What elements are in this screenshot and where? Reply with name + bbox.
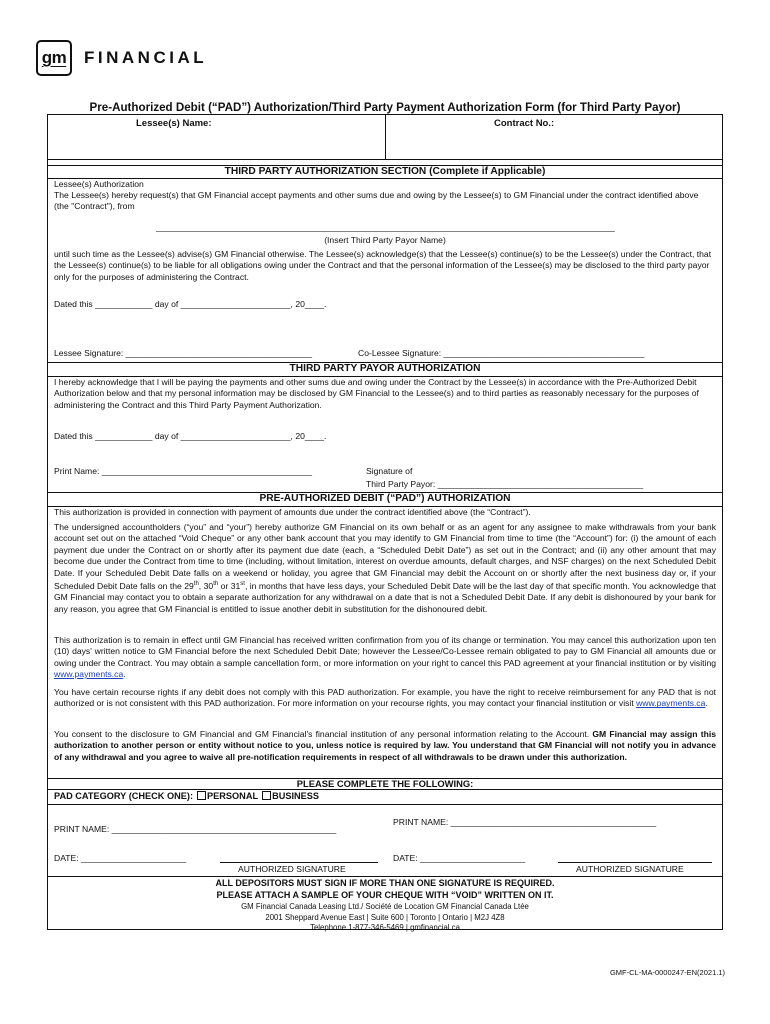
lessee-authorization-subhead: Lessee(s) Authorization bbox=[54, 179, 144, 189]
lessee-dated-line[interactable]: Dated this ____________ day of _______________________, 20____. bbox=[54, 299, 327, 309]
payor-signature-label: Signature of bbox=[366, 466, 413, 476]
form-title: Pre-Authorized Debit (“PAD”) Authorization/Third Party Payment Authorization Form (for Third Party Payor) bbox=[89, 101, 681, 114]
payor-name-caption: (Insert Third Party Payor Name) bbox=[324, 235, 446, 245]
all-depositors-notice: ALL DEPOSITORS MUST SIGN IF MORE THAN ONE SIGNATURE IS REQUIRED. bbox=[215, 878, 555, 888]
please-complete-header: PLEASE COMPLETE THE FOLLOWING: bbox=[296, 778, 474, 789]
form-body bbox=[47, 114, 723, 930]
lessee-name-label: Lessee(s) Name: bbox=[136, 118, 212, 129]
pad-authorization-text: The undersigned accountholders (“you” and “your”) hereby authorize GM Financial on its own behalf or as an agent for any assignee to make withdrawals from your bank account set out on the attached “Void Cheque” or any other bank account that you may identify to GM Financial from time to time (the “Account”) for: (i) the amount of each payment due under the Contract on or shortly after its payment due date (each, a “Scheduled Debit Date”) as set out in the Contract; and (ii) any other amount that may become due under the Contract from time to time (including, without limitation, interest on overdue amounts, default charges, and NSF charges) on the next Scheduled Debit Date. If your Scheduled Debit Date falls on a weekend or holiday, you agree that GM Financial may debit the Account on or shortly after the next business day or, if your Scheduled Debit Date falls on the 29th, 30th or 31st, in months that have less days, your Scheduled Debit Date will be the last day of that specific month. You acknowledge that GM Financial may contact you to obtain a separate authorization for any withdrawal on a date that is not a Scheduled Debit Date. If any debit is dishonoured by your bank for any reason, you agree that GM Financial is entitled to issue another debit in substitution for the dishonoured debit. bbox=[54, 522, 716, 614]
gm-financial-logo bbox=[36, 40, 207, 76]
payor-ack-text: I hereby acknowledge that I will be paying the payments and other sums due and owing under the Contract by the Lessee(s) in accordance with the Pre-Authorized Debit Authorization below and that my personal information may be disclosed by GM Financial to the Lessee(s) and to third parties as reasonably necessary for the purposes of administering the Contract and this Third Party Payment Authorization. bbox=[54, 377, 699, 410]
pad-authorization-header: PRE-AUTHORIZED DEBIT (“PAD”) AUTHORIZATION bbox=[259, 493, 511, 504]
payments-ca-link[interactable]: www.payments.ca bbox=[54, 669, 124, 680]
pad-date-right[interactable]: DATE: ______________________ bbox=[393, 853, 526, 863]
pad-duration-text: This authorization is to remain in effect until GM Financial has received written confirmation from you of its change or termination. You may cancel this authorization upon ten (10) days' written notice to GM Financial before the next Scheduled Debit Date; however the Lessee/Co-Lessee remain obligated to pay to GM Financial all amounts due or owing under the Contract. You may obtain a sample cancellation form, or more information on your right to cancel this PAD agreement at your financial institution or by visiting www.payments.ca. bbox=[54, 635, 716, 680]
pad-date-left[interactable]: DATE: ______________________ bbox=[54, 853, 187, 863]
third-party-payor-header: THIRD PARTY PAYOR AUTHORIZATION bbox=[289, 363, 481, 374]
lessee-signature-line[interactable]: Lessee Signature: _______________________________________ bbox=[54, 348, 313, 358]
third-party-auth-header: THIRD PARTY AUTHORIZATION SECTION (Complete if Applicable) bbox=[224, 166, 546, 177]
payor-name-line[interactable]: ________________________________________________________________________________________________ bbox=[156, 222, 615, 232]
pad-print-name-right[interactable]: PRINT NAME: ___________________________________________ bbox=[393, 817, 657, 827]
pad-intro-text: This authorization is provided in connection with payment of amounts due under the contract identified above (the “Contract”). bbox=[54, 507, 531, 517]
authorized-signature-label-right: AUTHORIZED SIGNATURE bbox=[576, 864, 684, 874]
authorized-signature-line-right[interactable] bbox=[558, 862, 712, 863]
co-lessee-signature-line[interactable]: Co-Lessee Signature: __________________________________________ bbox=[358, 348, 645, 358]
form-code: GMF-CL-MA-0000247-EN(2021.1) bbox=[609, 968, 725, 977]
third-party-ack-text: until such time as the Lessee(s) advise(s) GM Financial otherwise. The Lessee(s) acknowledge(s) that the Lessee(s) continue(s) to be the Lessee(s) under the Contract, that the Lessee(s) continue(s) to be liable for all obligations owing under the Contract and that the personal information of the Lessee(s) may be disclosed to the third party payor only for the purposes of administering the Contract. bbox=[54, 249, 712, 282]
pad-print-name-left[interactable]: PRINT NAME: _______________________________________________ bbox=[54, 824, 337, 834]
business-checkbox[interactable] bbox=[262, 791, 271, 800]
company-name: GM Financial Canada Leasing Ltd./ Société de Location GM Financial Canada Ltée bbox=[241, 902, 529, 911]
payments-ca-link-2[interactable]: www.payments.ca bbox=[636, 698, 706, 709]
payor-dated-line[interactable]: Dated this ____________ day of _______________________, 20____. bbox=[54, 431, 327, 441]
company-contact: Telephone 1-877-346-5469 | gmfinancial.ca bbox=[310, 923, 460, 932]
authorized-signature-label-left: AUTHORIZED SIGNATURE bbox=[238, 864, 346, 874]
gm-logo-icon: gm bbox=[36, 40, 72, 76]
void-cheque-notice: PLEASE ATTACH A SAMPLE OF YOUR CHEQUE WITH “VOID” WRITTEN ON IT. bbox=[216, 890, 554, 900]
company-address: 2001 Sheppard Avenue East | Suite 600 | Toronto | Ontario | M2J 4Z8 bbox=[265, 913, 505, 922]
pad-category-row: PAD CATEGORY (CHECK ONE): PERSONAL BUSINESS bbox=[54, 791, 320, 801]
pad-recourse-text: You have certain recourse rights if any debit does not comply with this PAD authorization. For example, you have the right to receive reimbursement for any PAD that is not authorized or is not consistent with this PAD authorization. For more information on your recourse rights, you may contact your financial institution or visit www.payments.ca. bbox=[54, 687, 716, 709]
logo-text: FINANCIAL bbox=[84, 48, 208, 67]
authorized-signature-line-left[interactable] bbox=[220, 862, 378, 863]
personal-checkbox[interactable] bbox=[197, 791, 206, 800]
payor-signature-line[interactable]: Third Party Payor: ___________________________________________ bbox=[366, 479, 644, 489]
contract-no-label: Contract No.: bbox=[494, 118, 555, 129]
pad-consent-text: You consent to the disclosure to GM Financial and GM Financial's financial institution of any personal information relating to the Account. GM Financial may assign this authorization to another person or entity without notice to you, unless notice is required by law. You understand that GM Financial will not notify you in advance of any withdrawal and you agree to waive all pre-notification requirements in respect of all withdrawals to be drawn under this authorization. bbox=[54, 729, 716, 762]
payor-print-name-line[interactable]: Print Name: ____________________________________________ bbox=[54, 466, 313, 476]
third-party-request-text: The Lessee(s) hereby request(s) that GM Financial accept payments and other sums due and owing by the Lessee(s) to GM Financial under the contract identified above (the "Contract"), from bbox=[54, 190, 699, 212]
